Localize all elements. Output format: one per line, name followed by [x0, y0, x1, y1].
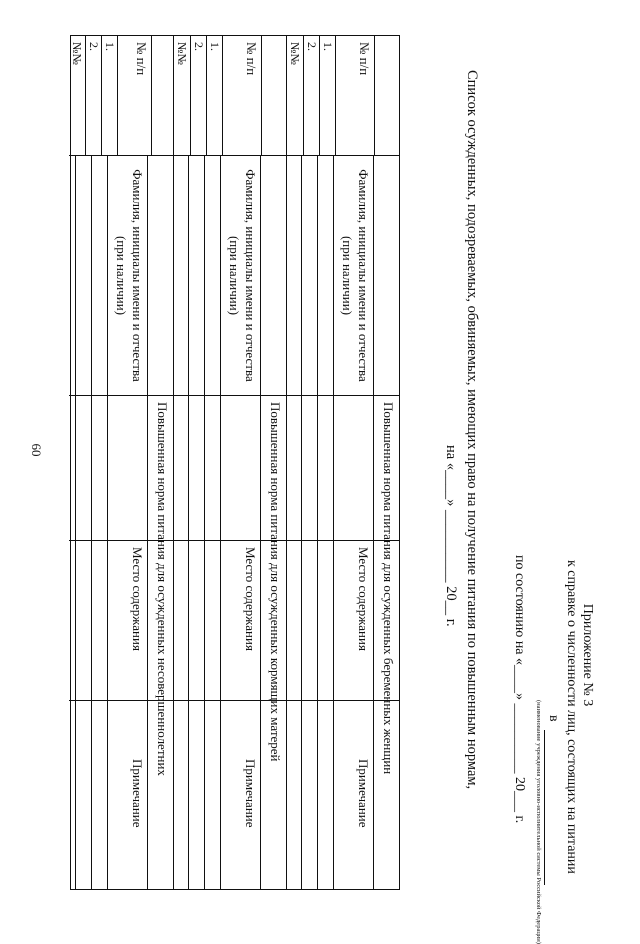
num-header: № п/п: [117, 36, 151, 155]
name-header: Фамилия, инициалы имени и отчества (при наличии): [333, 156, 373, 395]
name-header: Фамилия, инициалы имени и отчества (при наличии): [107, 156, 147, 395]
name-column: [287, 156, 399, 396]
personnel-table: [70, 35, 400, 890]
as-of-date-line: по состоянию на «____» __________ 20___ г.: [512, 555, 527, 824]
list-title: Список осужденных, подозреваемых, обвиняемых, имеющих право на получение питания по повышенным нормам,: [464, 70, 480, 790]
num-column: [174, 36, 286, 156]
section-banner: Повышенная норма питания для осужденных беременных женщин: [373, 396, 399, 540]
note-header: Примечание: [333, 701, 373, 889]
reference-line: к справке о численности лиц, состоящих на питании: [564, 560, 579, 874]
section-banner: Повышенная норма питания для осужденных кормящих матерей: [260, 396, 286, 540]
in-prefix: в: [546, 715, 561, 722]
note-column: [287, 701, 399, 889]
num-column: [287, 36, 399, 156]
note-column: [174, 701, 286, 889]
row-label: №№: [288, 42, 302, 65]
num-column: [69, 36, 173, 156]
appendix-title: Приложение № 3: [580, 603, 595, 707]
list-date: на «____» __________ 20__ г.: [443, 445, 459, 627]
institution-fill-line: [544, 730, 545, 885]
table-section: [173, 36, 286, 889]
place-column: [69, 541, 173, 701]
row-label: №№: [175, 42, 189, 65]
place-column: [287, 541, 399, 701]
table-section: [69, 36, 173, 889]
row-label: 1.: [319, 36, 335, 155]
institution-caption: (наименование учреждения уголовно-исполнительной системы Российской Федерации): [535, 700, 542, 944]
row-label: 2.: [85, 36, 101, 155]
note-header: Примечание: [107, 701, 147, 889]
row-label: №№: [70, 42, 84, 65]
name-column: [69, 156, 173, 396]
row-label: 2.: [190, 36, 206, 155]
place-header: Место содержания: [107, 541, 147, 700]
note-header: Примечание: [220, 701, 260, 889]
section-banner: Повышенная норма питания для осужденных несовершеннолетних: [147, 396, 173, 540]
place-header: Место содержания: [220, 541, 260, 700]
row-label: 1.: [101, 36, 117, 155]
note-column: [69, 701, 173, 889]
num-header: № п/п: [335, 36, 374, 155]
row-label: 2.: [303, 36, 319, 155]
page-number: 60: [29, 443, 44, 457]
table-section: [286, 36, 399, 889]
name-column: [174, 156, 286, 396]
name-header: Фамилия, инициалы имени и отчества (при наличии): [220, 156, 260, 395]
place-header: Место содержания: [333, 541, 373, 700]
num-header: № п/п: [222, 36, 261, 155]
place-column: [174, 541, 286, 701]
row-label: 1.: [206, 36, 222, 155]
